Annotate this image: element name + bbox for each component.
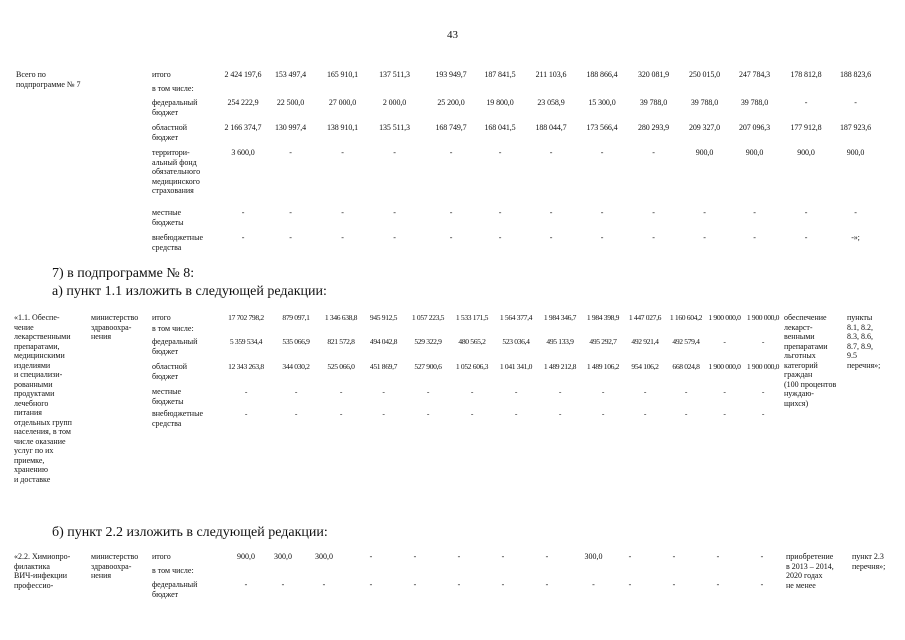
t1-value-cell: 900,0 [745, 148, 764, 157]
t1-value-cell: - [498, 208, 502, 217]
t1-value-cell: - [289, 148, 292, 157]
t1-value-cell: 193 949,7 [435, 70, 467, 79]
t1-source-label: областной бюджет [152, 123, 188, 142]
t1-value-cell: 173 566,4 [586, 123, 618, 132]
t2-item-label: «1.1. Обеспе- чение лекарственными препаратами, медицинскими изделиями и специализи- рованными продуктами лечебного питания отдельных групп населения, в том числе оказание услуг по их приемке, хранению и доставке [14, 313, 72, 484]
t1-value-cell: - [854, 98, 857, 107]
t2-value-cell: - [761, 409, 765, 418]
t2-value-cell: 451 869,7 [369, 362, 398, 371]
t2-source-label: внебюджетные средства [152, 409, 203, 428]
t3-value-cell: - [501, 580, 505, 589]
t3-value-cell: - [413, 580, 417, 589]
t2-value-cell: 480 565,2 [458, 337, 486, 346]
t3-executor: министерство здравоохра- нения [91, 552, 139, 580]
t3-value-cell: - [592, 580, 595, 589]
t2-value-cell: 494 042,8 [369, 337, 398, 346]
t2-value-cell: - [514, 409, 518, 418]
t3-value-cell: - [322, 580, 326, 589]
t3-value-cell: - [457, 552, 461, 561]
t1-value-cell: - [449, 208, 453, 217]
t1-value-cell: - [652, 208, 655, 217]
t2-source-label: федеральный бюджет [152, 337, 198, 356]
t1-value-cell: - [804, 98, 808, 107]
t1-value-cell: - [341, 233, 344, 242]
t1-value-cell: - [549, 208, 553, 217]
t1-value-cell: - [652, 233, 655, 242]
t1-value-cell: 2 000,0 [382, 98, 407, 107]
t1-value-cell: 168 749,7 [435, 123, 467, 132]
t1-value-cell: 178 812,8 [790, 70, 822, 79]
t1-value-cell: - [854, 208, 857, 217]
page-number: 43 [447, 29, 458, 41]
t1-value-cell: 39 788,0 [740, 98, 769, 107]
t1-source-label: территори- альный фонд обязательного медицинского страхования [152, 148, 201, 195]
t1-value-cell: - [600, 233, 604, 242]
t2-executor: министерство здравоохра- нения [91, 313, 139, 341]
t2-value-cell: - [339, 387, 343, 396]
t1-value-cell: - [600, 208, 604, 217]
t2-value-cell: - [244, 409, 248, 418]
t3-result: приобретение в 2013 – 2014, 2020 годах не менее [786, 552, 834, 590]
t2-value-cell: - [723, 337, 726, 346]
t1-source-label: итого [152, 70, 171, 79]
t3-value-cell: - [281, 580, 285, 589]
t2-result: обеспечение лекарст- венными препаратами льготных категорий граждан (100 процентов нуждаю- щихся) [784, 313, 837, 408]
t3-value-cell: 300,0 [274, 552, 292, 561]
t1-value-cell: 15 300,0 [588, 98, 616, 107]
t3-value-cell: - [672, 552, 676, 561]
t1-value-cell: -»; [851, 233, 860, 242]
t2-value-cell: - [643, 387, 647, 396]
t3-value-cell: - [760, 552, 764, 561]
t1-value-cell: - [549, 233, 553, 242]
t1-value-cell: 900,0 [695, 148, 714, 157]
t2-value-cell: - [382, 387, 385, 396]
t1-value-cell: - [753, 208, 756, 217]
t1-value-cell: 280 293,9 [637, 123, 670, 132]
t2-value-cell: 1 984 398,9 [586, 313, 620, 322]
t1-value-cell: 2 166 374,7 [224, 123, 262, 132]
t2-value-cell: 1 984 346,7 [543, 313, 577, 322]
t1-value-cell: - [241, 208, 245, 217]
t1-value-cell: 187 923,6 [839, 123, 872, 132]
t2-value-cell: 12 343 263,8 [228, 362, 264, 371]
t3-value-cell: - [628, 580, 632, 589]
t1-value-cell: 250 015,0 [688, 70, 721, 79]
t2-value-cell: 1 900 000,0 [746, 313, 780, 322]
t1-value-cell: 2 424 197,6 [224, 70, 262, 79]
t1-value-cell: 165 910,1 [326, 70, 359, 79]
t1-value-cell: 137 511,3 [379, 70, 410, 79]
t2-value-cell: 1 057 223,5 [411, 313, 445, 322]
t3-value-cell: - [457, 580, 461, 589]
t1-value-cell: - [600, 148, 604, 157]
t3-value-cell: - [369, 552, 373, 561]
t2-value-cell: - [426, 409, 430, 418]
t2-value-cell: 1 564 377,4 [499, 313, 533, 322]
t1-value-cell: - [498, 233, 502, 242]
t1-value-cell: 177 912,8 [790, 123, 822, 132]
t1-source-label: в том числе: [152, 84, 194, 93]
t2-value-cell: 527 900,6 [414, 362, 442, 371]
t2-source-label: областной бюджет [152, 362, 188, 381]
t3-value-cell: - [716, 580, 720, 589]
t1-program-label: Всего по подпрограмме № 7 [16, 70, 81, 89]
t3-value-cell: - [413, 552, 417, 561]
t3-source-label: федеральный бюджет [152, 580, 198, 599]
t2-value-cell: - [294, 409, 298, 418]
t3-value-cell: - [545, 580, 549, 589]
t1-value-cell: - [341, 148, 344, 157]
t2-value-cell: - [470, 409, 474, 418]
t1-value-cell: 247 784,3 [738, 70, 771, 79]
t2-value-cell: - [244, 387, 248, 396]
t2-value-cell: 529 322,9 [414, 337, 442, 346]
t1-value-cell: 900,0 [797, 148, 815, 157]
t2-value-cell: 1 346 638,8 [324, 313, 358, 322]
heading-subprogram-8: 7) в подпрограмме № 8: [52, 266, 195, 281]
t2-value-cell: - [339, 409, 343, 418]
t3-value-cell: - [760, 580, 764, 589]
t2-value-cell: 5 359 534,4 [229, 337, 263, 346]
t1-value-cell: - [652, 148, 655, 157]
t2-value-cell: 945 912,5 [369, 313, 398, 322]
t2-value-cell: - [601, 409, 605, 418]
t2-value-cell: - [470, 387, 474, 396]
t1-value-cell: - [241, 233, 245, 242]
t2-value-cell: - [684, 409, 688, 418]
t1-value-cell: - [449, 148, 453, 157]
t2-value-cell: 1 447 027,6 [628, 313, 662, 322]
t1-value-cell: - [449, 233, 453, 242]
t2-value-cell: 668 024,8 [672, 362, 700, 371]
t2-value-cell: 495 133,9 [546, 337, 574, 346]
t2-value-cell: 954 106,2 [631, 362, 659, 371]
t3-value-cell: - [672, 580, 676, 589]
t2-value-cell: - [761, 387, 765, 396]
t2-value-cell: - [601, 387, 605, 396]
heading-point-2-2: б) пункт 2.2 изложить в следующей редакции: [52, 525, 328, 540]
t3-source-label: в том числе: [152, 566, 194, 575]
t2-value-cell: - [723, 387, 726, 396]
t1-value-cell: 19 800,0 [486, 98, 514, 107]
t1-value-cell: - [289, 233, 292, 242]
t3-item-label: «2.2. Химиопро- филактика ВИЧ-инфекции профессио- [14, 552, 71, 590]
t1-value-cell: 168 041,5 [484, 123, 516, 132]
t2-value-cell: 523 036,4 [502, 337, 530, 346]
t3-value-cell: - [716, 552, 720, 561]
t1-value-cell: - [393, 208, 396, 217]
t2-value-cell: 821 572,8 [327, 337, 355, 346]
t2-value-cell: - [382, 409, 385, 418]
t1-value-cell: - [804, 208, 808, 217]
t2-value-cell: 1 489 212,8 [543, 362, 577, 371]
t2-value-cell: 525 066,0 [327, 362, 355, 371]
t1-value-cell: - [289, 208, 292, 217]
t2-source-label: местные бюджеты [152, 387, 184, 406]
t1-value-cell: 320 081,9 [637, 70, 670, 79]
t1-value-cell: 188 044,7 [535, 123, 567, 132]
t1-value-cell: 130 997,4 [274, 123, 307, 132]
t1-value-cell: 135 511,3 [379, 123, 410, 132]
t1-value-cell: 188 823,6 [839, 70, 872, 79]
t2-value-cell: 492 579,4 [672, 337, 700, 346]
t1-value-cell: 188 866,4 [586, 70, 618, 79]
t1-value-cell: - [393, 233, 396, 242]
t1-value-cell: 187 841,5 [484, 70, 516, 79]
t1-value-cell: 900,0 [846, 148, 865, 157]
t1-source-label: внебюджетные средства [152, 233, 203, 252]
t2-value-cell: - [426, 387, 430, 396]
t1-value-cell: - [753, 233, 756, 242]
t3-reference: пункт 2.3 перечня»; [852, 552, 886, 571]
t1-value-cell: 27 000,0 [328, 98, 357, 107]
t1-value-cell: 25 200,0 [437, 98, 465, 107]
t1-value-cell: 138 910,1 [326, 123, 359, 132]
t2-value-cell: - [761, 337, 765, 346]
t1-value-cell: - [498, 148, 502, 157]
t2-value-cell: 495 292,7 [589, 337, 617, 346]
t2-value-cell: 1 533 171,5 [455, 313, 489, 322]
t3-source-label: итого [152, 552, 171, 561]
t2-source-label: в том числе: [152, 324, 194, 333]
t2-value-cell: - [558, 409, 562, 418]
t2-value-cell: - [558, 387, 562, 396]
t3-value-cell: 300,0 [584, 552, 603, 561]
t1-value-cell: 3 600,0 [231, 148, 255, 157]
t1-source-label: местные бюджеты [152, 208, 184, 227]
t1-value-cell: - [703, 208, 706, 217]
t2-source-label: итого [152, 313, 171, 322]
t2-value-cell: 535 066,9 [282, 337, 310, 346]
t1-value-cell: 153 497,4 [274, 70, 307, 79]
t2-value-cell: 1 041 341,0 [499, 362, 533, 371]
t2-value-cell: 1 160 604,2 [669, 313, 703, 322]
t2-value-cell: 1 052 606,3 [455, 362, 489, 371]
t1-value-cell: 22 500,0 [276, 98, 305, 107]
t2-value-cell: - [643, 409, 647, 418]
heading-point-1-1: а) пункт 1.1 изложить в следующей редакции: [52, 284, 327, 299]
t2-value-cell: 1 489 106,2 [586, 362, 620, 371]
t1-value-cell: - [804, 233, 808, 242]
t3-value-cell: - [244, 580, 248, 589]
t3-value-cell: - [628, 552, 632, 561]
t2-value-cell: - [684, 387, 688, 396]
t1-value-cell: 23 058,9 [537, 98, 565, 107]
t2-value-cell: 879 097,1 [282, 313, 310, 322]
t2-value-cell: 1 900 000,0 [746, 362, 780, 371]
t1-source-label: федеральный бюджет [152, 98, 198, 117]
t1-value-cell: 39 788,0 [690, 98, 719, 107]
t1-value-cell: - [703, 233, 706, 242]
t2-value-cell: 492 921,4 [631, 337, 659, 346]
t3-value-cell: - [501, 552, 505, 561]
t2-value-cell: 344 030,2 [282, 362, 310, 371]
t1-value-cell: 254 222,9 [227, 98, 259, 107]
t3-value-cell: 300,0 [315, 552, 333, 561]
t1-value-cell: 209 327,0 [688, 123, 721, 132]
t2-value-cell: 1 900 000,0 [708, 362, 741, 371]
t2-value-cell: - [294, 387, 298, 396]
t1-value-cell: - [393, 148, 396, 157]
t2-reference: пункты 8.1, 8.2, 8.3, 8.6, 8.7, 8.9, 9.5 перечня»; [847, 313, 881, 370]
t2-value-cell: - [514, 387, 518, 396]
t2-value-cell: - [723, 409, 726, 418]
t1-value-cell: 211 103,6 [535, 70, 567, 79]
t3-value-cell: - [545, 552, 549, 561]
t1-value-cell: - [341, 208, 344, 217]
t2-value-cell: 17 702 798,2 [228, 313, 264, 322]
t3-value-cell: 900,0 [237, 552, 255, 561]
t1-value-cell: - [549, 148, 553, 157]
t1-value-cell: 39 788,0 [639, 98, 668, 107]
t1-value-cell: 207 096,3 [738, 123, 771, 132]
t3-value-cell: - [369, 580, 373, 589]
t2-value-cell: 1 900 000,0 [708, 313, 741, 322]
